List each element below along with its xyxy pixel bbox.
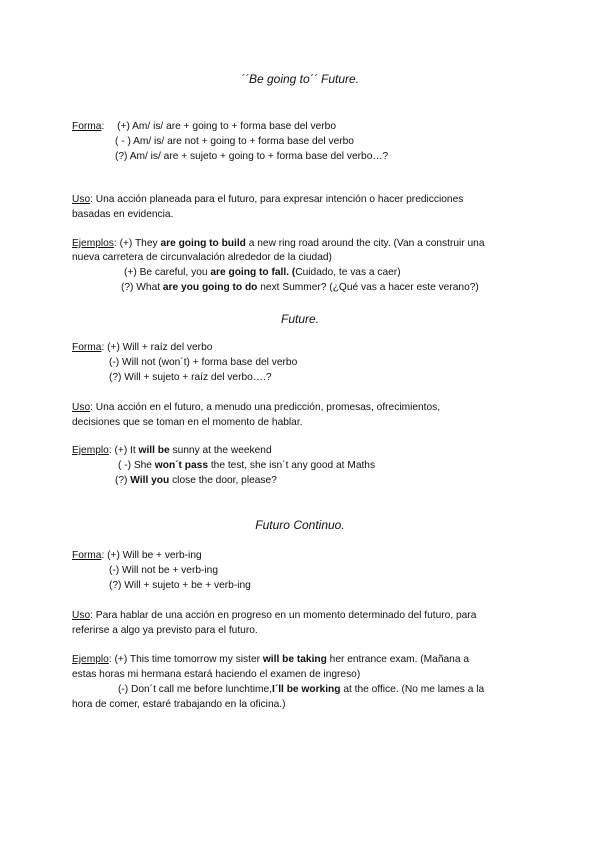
forma-negative: ( - ) Am/ is/ are not + going to + forma base del verbo (115, 136, 354, 147)
ejemplos-line-3 (121, 281, 479, 294)
uso-line-2: basadas en evidencia. (72, 209, 174, 220)
ejemplo-line-2 (118, 683, 484, 696)
ejemplos-label: Ejemplos (72, 238, 114, 249)
uso-label: Uso (72, 610, 91, 621)
ejemplo-label: Ejemplo (72, 654, 109, 665)
forma-label: Forma (72, 342, 102, 353)
example-bold: I´ll be working (272, 684, 341, 695)
example-text: her entrance exam. (Mañana a (326, 654, 469, 665)
example-bold: are going to fall. ( (210, 267, 296, 278)
example-text: : (+) This time tomorrow my sister (108, 654, 263, 665)
example-text: (?) (115, 475, 131, 486)
section-title-futuro-continuo: Futuro Continuo. (255, 518, 345, 532)
uso-label: Uso (72, 194, 91, 205)
section-title-be-going-to: ´´Be going to´´ Future. (240, 72, 360, 86)
example-text: the test, she isn´t any good at Maths (208, 460, 376, 471)
ejemplo-line-1 (72, 444, 272, 457)
uso-line-2: decisiones que se toman en el momento de hablar. (72, 417, 303, 428)
forma-question: (?) Will + sujeto + be + verb-ing (109, 580, 251, 591)
forma-positive: : (+) Will + raíz del verbo (101, 342, 213, 353)
example-bold: are going to build (160, 238, 246, 249)
example-bold: will be taking (262, 654, 327, 665)
forma-positive: (+) Am/ is/ are + going to + forma base del verbo (117, 121, 336, 132)
example-text: (+) Be careful, you (124, 267, 211, 278)
ejemplos-line-1-cont: nueva carretera de circunvalación alrededor de la ciudad) (72, 252, 332, 263)
forma-question: (?) Am/ is/ are + sujeto + going to + forma base del verbo…? (115, 151, 389, 162)
uso-line-1 (72, 401, 440, 414)
example-bold: Will you (130, 475, 170, 486)
forma-negative: (-) Will not be + verb-ing (109, 565, 218, 576)
ejemplo-line-1-cont: estas horas mi hermana estará haciendo el examen de ingreso) (72, 669, 361, 680)
uso-text: : Una acción planeada para el futuro, para expresar intención o hacer predicciones (90, 194, 464, 205)
uso-line-1 (72, 193, 463, 206)
uso-line-1 (72, 609, 476, 622)
uso-text: : Una acción en el futuro, a menudo una predicción, promesas, ofrecimientos, (90, 402, 441, 413)
example-text: : (+) They (113, 238, 161, 249)
forma-line-1 (72, 549, 202, 562)
ejemplo-line-3 (115, 474, 277, 487)
example-text: sunny at the weekend (169, 445, 272, 456)
example-text: at the office. (No me lames a la (340, 684, 485, 695)
forma-question: (?) Will + sujeto + raíz del verbo….? (109, 372, 272, 383)
example-text: (?) What (121, 282, 163, 293)
uso-text: : Para hablar de una acción en progreso en un momento determinado del futuro, para (90, 610, 477, 621)
example-text: Cuidado, te vas a caer) (295, 267, 401, 278)
forma-line-1 (72, 341, 212, 354)
ejemplo-line-1 (72, 653, 469, 666)
ejemplos-line-1 (72, 237, 485, 250)
ejemplo-line-2-cont: hora de comer, estaré trabajando en la oficina.) (72, 699, 286, 710)
forma-negative: (-) Will not (won´t) + forma base del verbo (109, 357, 298, 368)
example-text: a new ring road around the city. (Van a construir una (245, 238, 485, 249)
example-text: ( -) She (118, 460, 155, 471)
example-bold: are you going to do (162, 282, 258, 293)
ejemplos-line-2 (124, 266, 401, 279)
example-text: (-) Don´t call me before lunchtime, (118, 684, 272, 695)
example-text: next Summer? (¿Qué vas a hacer este verano?) (257, 282, 479, 293)
forma-line-1 (72, 120, 336, 133)
ejemplo-line-2 (118, 459, 375, 472)
uso-line-2: referirse a algo ya previsto para el futuro. (72, 625, 258, 636)
forma-colon: : (101, 121, 105, 132)
uso-label: Uso (72, 402, 91, 413)
forma-label: Forma (72, 550, 102, 561)
forma-label: Forma (72, 121, 102, 132)
example-bold: won´t pass (154, 460, 209, 471)
forma-positive: : (+) Will be + verb-ing (101, 550, 202, 561)
example-text: close the door, please? (169, 475, 277, 486)
section-title-future: Future. (280, 312, 319, 326)
example-text: : (+) It (108, 445, 139, 456)
ejemplo-label: Ejemplo (72, 445, 109, 456)
example-bold: will be (138, 445, 170, 456)
